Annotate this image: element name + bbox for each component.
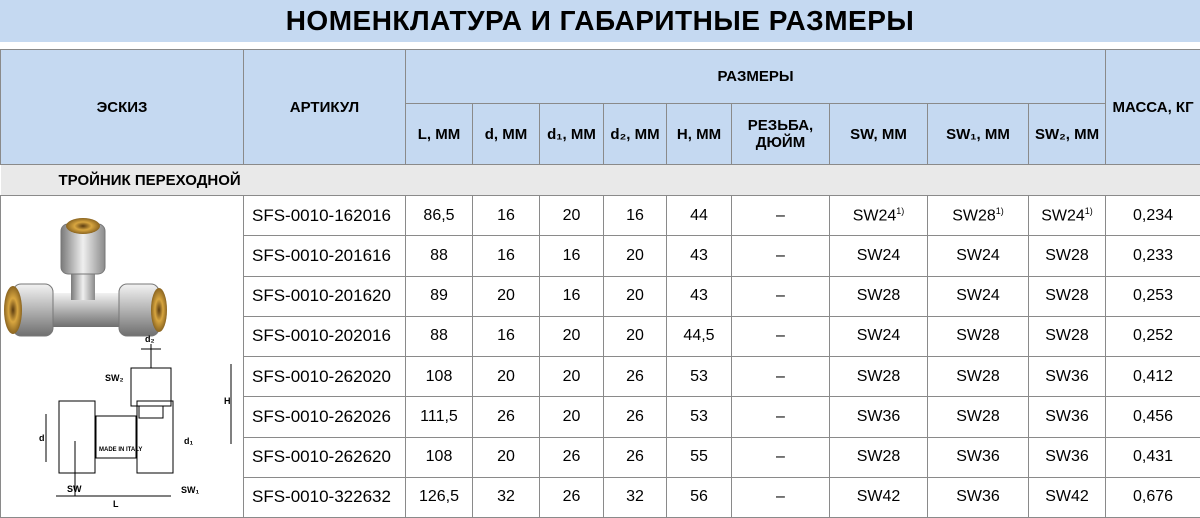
sw1-value: SW28 [952, 207, 996, 224]
thread-cell: – [732, 316, 830, 356]
sw1-cell [928, 196, 1029, 236]
H-cell: 43 [667, 276, 732, 316]
d-cell: 16 [473, 236, 540, 276]
drawing-label-d1: d₁ [184, 436, 193, 446]
sw-cell: SW28 [830, 357, 928, 397]
sw-cell: SW36 [830, 397, 928, 437]
H-cell: 56 [667, 477, 732, 517]
header-col: SW, ММ [830, 104, 928, 165]
d1-cell: 20 [540, 397, 604, 437]
d2-cell: 20 [604, 316, 667, 356]
sw1-cell: SW28 [928, 397, 1029, 437]
L-cell: 89 [406, 276, 473, 316]
header-col: SW₂, ММ [1029, 104, 1106, 165]
drawing-label-l: L [113, 499, 119, 509]
d2-cell: 16 [604, 196, 667, 236]
header-col: H, ММ [667, 104, 732, 165]
sw-cell: SW28 [830, 437, 928, 477]
drawing-stamp: MADE IN ITALY [99, 447, 142, 453]
thread-cell: – [732, 236, 830, 276]
article-cell: SFS-0010-262620 [244, 437, 406, 477]
title-bar [0, 0, 1200, 42]
d1-cell: 26 [540, 477, 604, 517]
article-cell: SFS-0010-262026 [244, 397, 406, 437]
thread-cell: – [732, 477, 830, 517]
sw2-cell: SW42 [1029, 477, 1106, 517]
sw-cell: SW42 [830, 477, 928, 517]
d-cell: 16 [473, 196, 540, 236]
sw-value: SW24 [853, 207, 897, 224]
sw2-cell: SW36 [1029, 437, 1106, 477]
header-sketch: ЭСКИЗ [1, 50, 244, 165]
sw-cell [830, 196, 928, 236]
sw2-value: SW24 [1041, 207, 1085, 224]
sw1-cell: SW28 [928, 357, 1029, 397]
nomenclature-table [0, 49, 1200, 518]
drawing-label-h: H [224, 396, 231, 406]
article-cell: SFS-0010-202016 [244, 316, 406, 356]
mass-cell: 0,253 [1106, 276, 1200, 316]
footnote-mark: 1) [996, 206, 1004, 216]
sw1-cell: SW28 [928, 316, 1029, 356]
thread-cell: – [732, 196, 830, 236]
d-cell: 26 [473, 397, 540, 437]
d1-cell: 16 [540, 236, 604, 276]
d-cell: 16 [473, 316, 540, 356]
d1-cell: 20 [540, 357, 604, 397]
thread-cell: – [732, 397, 830, 437]
drawing-label-sw1: SW₁ [181, 485, 199, 495]
d-cell: 20 [473, 437, 540, 477]
thread-cell: – [732, 437, 830, 477]
article-cell: SFS-0010-322632 [244, 477, 406, 517]
sw2-cell: SW36 [1029, 397, 1106, 437]
L-cell: 88 [406, 316, 473, 356]
sw2-cell: SW28 [1029, 316, 1106, 356]
sw2-cell: SW28 [1029, 236, 1106, 276]
L-cell: 108 [406, 437, 473, 477]
d-cell: 32 [473, 477, 540, 517]
header-mass: МАССА, КГ [1106, 50, 1200, 165]
d1-cell: 16 [540, 276, 604, 316]
header-dimensions: РАЗМЕРЫ [406, 50, 1106, 104]
sw2-cell: SW28 [1029, 276, 1106, 316]
header-col: SW₁, ММ [928, 104, 1029, 165]
d-cell: 20 [473, 357, 540, 397]
d2-cell: 26 [604, 437, 667, 477]
header-col: РЕЗЬБА, ДЮЙМ [732, 104, 830, 165]
d1-cell: 20 [540, 196, 604, 236]
thread-cell: – [732, 276, 830, 316]
drawing-label-sw: SW [67, 484, 82, 494]
header-col: d, ММ [473, 104, 540, 165]
drawing-label-sw2: SW₂ [105, 373, 124, 383]
d1-cell: 26 [540, 437, 604, 477]
L-cell: 126,5 [406, 477, 473, 517]
H-cell: 53 [667, 397, 732, 437]
H-cell: 44 [667, 196, 732, 236]
mass-cell: 0,676 [1106, 477, 1200, 517]
fitting-photo [4, 218, 167, 336]
page-title: НОМЕНКЛАТУРА И ГАБАРИТНЫЕ РАЗМЕРЫ [286, 5, 915, 37]
mass-cell: 0,412 [1106, 357, 1200, 397]
dimension-drawing [46, 344, 231, 496]
H-cell: 53 [667, 357, 732, 397]
table-row [1, 196, 1200, 236]
mass-cell: 0,431 [1106, 437, 1200, 477]
H-cell: 44,5 [667, 316, 732, 356]
L-cell: 86,5 [406, 196, 473, 236]
footnote-mark: 1) [896, 206, 904, 216]
article-cell: SFS-0010-201616 [244, 236, 406, 276]
sw1-cell: SW24 [928, 276, 1029, 316]
mass-cell: 0,234 [1106, 196, 1200, 236]
d-cell: 20 [473, 276, 540, 316]
product-sketch [1, 196, 244, 518]
d2-cell: 26 [604, 397, 667, 437]
H-cell: 43 [667, 236, 732, 276]
mass-cell: 0,233 [1106, 236, 1200, 276]
footnote-mark: 1) [1085, 206, 1093, 216]
drawing-label-d2: d₂ [145, 334, 155, 344]
mass-cell: 0,252 [1106, 316, 1200, 356]
d2-cell: 20 [604, 236, 667, 276]
sw-cell: SW24 [830, 316, 928, 356]
H-cell: 55 [667, 437, 732, 477]
header-article: АРТИКУЛ [244, 50, 406, 165]
d2-cell: 20 [604, 276, 667, 316]
L-cell: 108 [406, 357, 473, 397]
tee-fitting-drawing [1, 196, 244, 512]
header-col: d₁, ММ [540, 104, 604, 165]
sw-cell: SW24 [830, 236, 928, 276]
L-cell: 111,5 [406, 397, 473, 437]
sw1-cell: SW36 [928, 477, 1029, 517]
d1-cell: 20 [540, 316, 604, 356]
section-title: ТРОЙНИК ПЕРЕХОДНОЙ [1, 165, 1200, 196]
header-col: d₂, ММ [604, 104, 667, 165]
sw-cell: SW28 [830, 276, 928, 316]
sw2-cell [1029, 196, 1106, 236]
header-col: L, ММ [406, 104, 473, 165]
d2-cell: 26 [604, 357, 667, 397]
sw2-cell: SW36 [1029, 357, 1106, 397]
mass-cell: 0,456 [1106, 397, 1200, 437]
d2-cell: 32 [604, 477, 667, 517]
L-cell: 88 [406, 236, 473, 276]
drawing-label-d: d [39, 433, 45, 443]
sw1-cell: SW36 [928, 437, 1029, 477]
article-cell: SFS-0010-162016 [244, 196, 406, 236]
article-cell: SFS-0010-262020 [244, 357, 406, 397]
article-cell: SFS-0010-201620 [244, 276, 406, 316]
sw1-cell: SW24 [928, 236, 1029, 276]
thread-cell: – [732, 357, 830, 397]
